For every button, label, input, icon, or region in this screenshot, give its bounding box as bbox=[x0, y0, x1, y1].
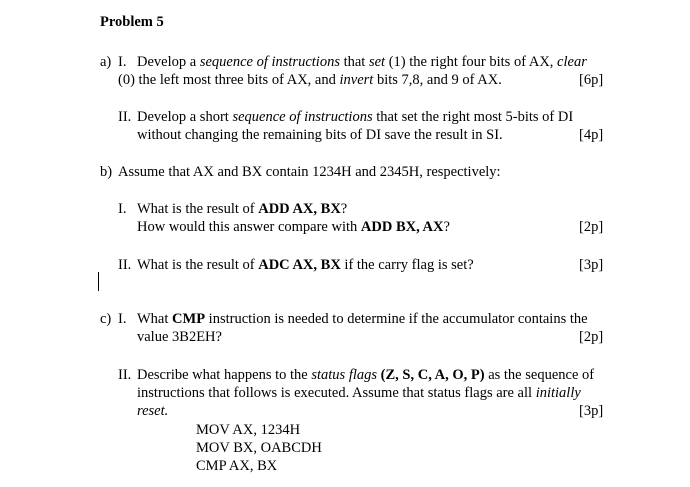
part-c-ii-points: [3p] bbox=[579, 403, 604, 419]
code-line: CMP AX, BX bbox=[196, 458, 278, 474]
part-a-ii-points: [4p] bbox=[579, 127, 604, 143]
part-b-label: b) bbox=[100, 164, 113, 180]
part-a-i-number: I. bbox=[118, 54, 127, 70]
part-c-i-line1: What CMP instruction is needed to determine if the accumulator contains the bbox=[137, 311, 588, 327]
part-b-i-line2: How would this answer compare with ADD BX, AX? bbox=[137, 219, 450, 235]
part-c-label: c) bbox=[100, 311, 112, 327]
part-c-ii-line3: reset. bbox=[137, 403, 169, 419]
part-b-i-points: [2p] bbox=[579, 219, 604, 235]
part-a-i-line2: (0) the left most three bits of AX, and invert bits 7,8, and 9 of AX. bbox=[118, 72, 502, 88]
part-a-i-points: [6p] bbox=[579, 72, 604, 88]
part-b-ii-number: II. bbox=[118, 257, 132, 273]
part-c-ii-line2: instructions that follows is executed. Assume that status flags are all initially bbox=[137, 385, 581, 401]
part-a-i-line1: Develop a sequence of instructions that set (1) the right four bits of AX, clear bbox=[137, 54, 587, 70]
code-line: MOV AX, 1234H bbox=[196, 422, 301, 438]
part-b-intro: Assume that AX and BX contain 1234H and 2345H, respectively: bbox=[118, 164, 501, 180]
problem-title: Problem 5 bbox=[100, 14, 164, 30]
part-c-i-line2: value 3B2EH? bbox=[137, 329, 222, 345]
code-line: MOV BX, OABCDH bbox=[196, 440, 322, 456]
part-a-ii-line1: Develop a short sequence of instructions that set the right most 5-bits of DI bbox=[137, 109, 574, 125]
part-b-ii-points: [3p] bbox=[579, 257, 604, 273]
part-b-i-number: I. bbox=[118, 201, 127, 217]
part-c-i-points: [2p] bbox=[579, 329, 604, 345]
part-c-ii-line1: Describe what happens to the status flags (Z, S, C, A, O, P) as the sequence of bbox=[137, 367, 595, 383]
part-c-i-number: I. bbox=[118, 311, 127, 327]
part-c-ii-number: II. bbox=[118, 367, 132, 383]
part-b-i-line1: What is the result of ADD AX, BX? bbox=[137, 201, 348, 217]
part-a-ii-number: II. bbox=[118, 109, 132, 125]
text-cursor bbox=[98, 272, 99, 291]
part-b-ii-line1: What is the result of ADC AX, BX if the carry flag is set? bbox=[137, 257, 474, 273]
part-a-label: a) bbox=[100, 54, 112, 70]
part-a-ii-line2: without changing the remaining bits of DI save the result in SI. bbox=[137, 127, 503, 143]
